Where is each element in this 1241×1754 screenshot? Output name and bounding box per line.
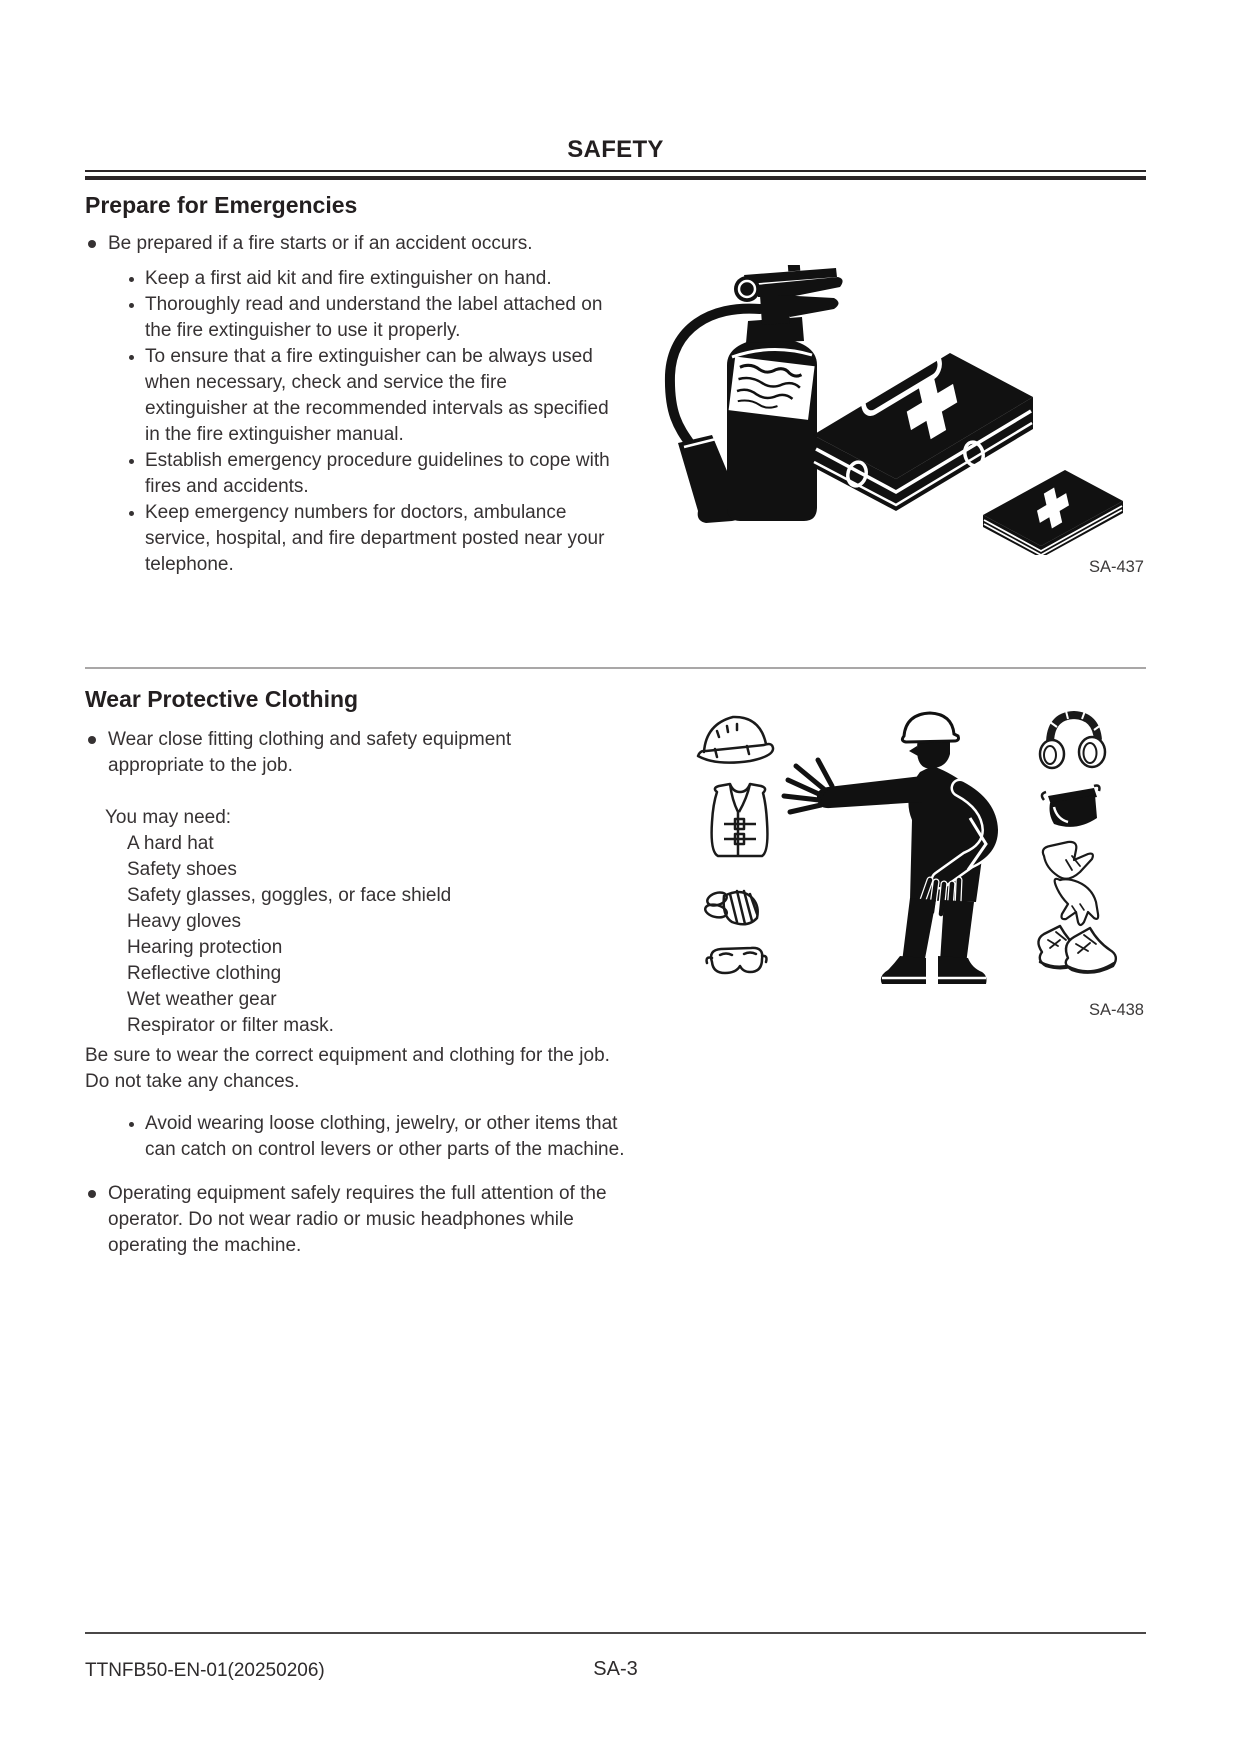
sub-bullet-text: Avoid wearing loose clothing, jewelry, or other items that can catch on control levers or other parts of the machine. (145, 1113, 625, 1160)
sub-bullet-list (128, 266, 610, 578)
sub-bullet-marker (129, 355, 134, 360)
fire-extinguisher-icon (670, 265, 843, 523)
need-item: Safety glasses, goggles, or face shield (127, 885, 452, 906)
footer-rule (85, 1632, 1146, 1634)
ear-muffs-icon (1040, 711, 1105, 768)
bullet-marker (88, 1190, 96, 1198)
face-shield-icon (1042, 786, 1100, 827)
emergency-kit-illustration (620, 265, 1146, 555)
need-item: Heavy gloves (127, 911, 242, 932)
section-heading-wear-protective-clothing: Wear Protective Clothing (85, 686, 359, 712)
need-item: Wet weather gear (127, 989, 277, 1010)
sub-bullet-marker (129, 1122, 134, 1127)
figure-label: SA-438 (1088, 1001, 1144, 1019)
section-heading-prepare-for-emergencies: Prepare for Emergencies (85, 192, 358, 218)
sub-bullet-item (128, 500, 610, 578)
sub-bullet-item (128, 292, 610, 344)
gloves-icon (1043, 842, 1098, 925)
sub-bullet-list (128, 1111, 633, 1163)
section-divider (85, 667, 1146, 669)
sub-bullet-marker (129, 511, 134, 516)
sub-bullet-marker (129, 277, 134, 282)
protective-clothing-illustration (620, 700, 1146, 1030)
bullet-marker (88, 240, 96, 248)
hard-hat-icon (698, 717, 773, 763)
sub-bullet-text: Keep emergency numbers for doctors, ambulance service, hospital, and fire department posted near your telephone. (145, 502, 605, 575)
document-code: TTNFB50-EN-01(20250206) (85, 1660, 325, 1681)
worker-icon (784, 713, 991, 984)
emergency-cards-icon (983, 470, 1123, 555)
sub-bullet-item (128, 266, 610, 292)
sub-bullet-item (128, 344, 610, 448)
safety-vest-icon (712, 784, 768, 856)
goggles-icon (707, 948, 767, 973)
figure-protective-clothing (620, 700, 1146, 1030)
sub-bullet-text: Thoroughly read and understand the label attached on the fire extinguisher to use it properly. (145, 294, 603, 341)
header-rule (85, 170, 1146, 180)
sub-bullet-item (128, 448, 610, 500)
need-item: Safety shoes (127, 859, 237, 880)
need-intro: You may need: (105, 807, 232, 828)
need-item: Respirator or filter mask. (127, 1015, 334, 1036)
need-item: Hearing protection (127, 937, 283, 958)
need-item: Reflective clothing (127, 963, 282, 984)
sub-bullet-text: Establish emergency procedure guidelines to cope with fires and accidents. (145, 450, 610, 497)
first-aid-kit-icon (813, 339, 1033, 511)
page-title: SAFETY (567, 136, 664, 163)
bullet-item (85, 231, 630, 257)
need-item: A hard hat (127, 833, 214, 854)
sub-bullet-marker (129, 303, 134, 308)
bullet-text: Wear close fitting clothing and safety equipment appropriate to the job. (108, 729, 512, 776)
sub-bullet-text: To ensure that a fire extinguisher can be always used when necessary, check and service the fire extinguisher at the recommended intervals as specified in the fire extinguisher manual. (145, 346, 609, 445)
bullet-item (85, 1181, 648, 1259)
bullet-marker (88, 736, 96, 744)
need-list (127, 831, 670, 1039)
sub-bullet-text: Keep a first aid kit and fire extinguisher on hand. (145, 268, 552, 289)
boots-icon (1038, 926, 1115, 973)
respirator-icon (704, 890, 758, 924)
section-1-text (85, 231, 630, 578)
paragraph: Be sure to wear the correct equipment and clothing for the job. Do not take any chances. (85, 1045, 610, 1092)
page-number: SA-3 (593, 1658, 638, 1680)
bullet-item (85, 727, 578, 779)
sub-bullet-marker (129, 459, 134, 464)
figure-label: SA-437 (1088, 558, 1144, 576)
section-2-text (85, 727, 670, 1259)
sub-bullet-item (128, 1111, 633, 1163)
bullet-text: Operating equipment safely requires the full attention of the operator. Do not wear radio or music headphones while operating the machine. (108, 1183, 607, 1256)
figure-emergency-kit (620, 265, 1146, 587)
bullet-text: Be prepared if a fire starts or if an accident occurs. (108, 233, 533, 254)
